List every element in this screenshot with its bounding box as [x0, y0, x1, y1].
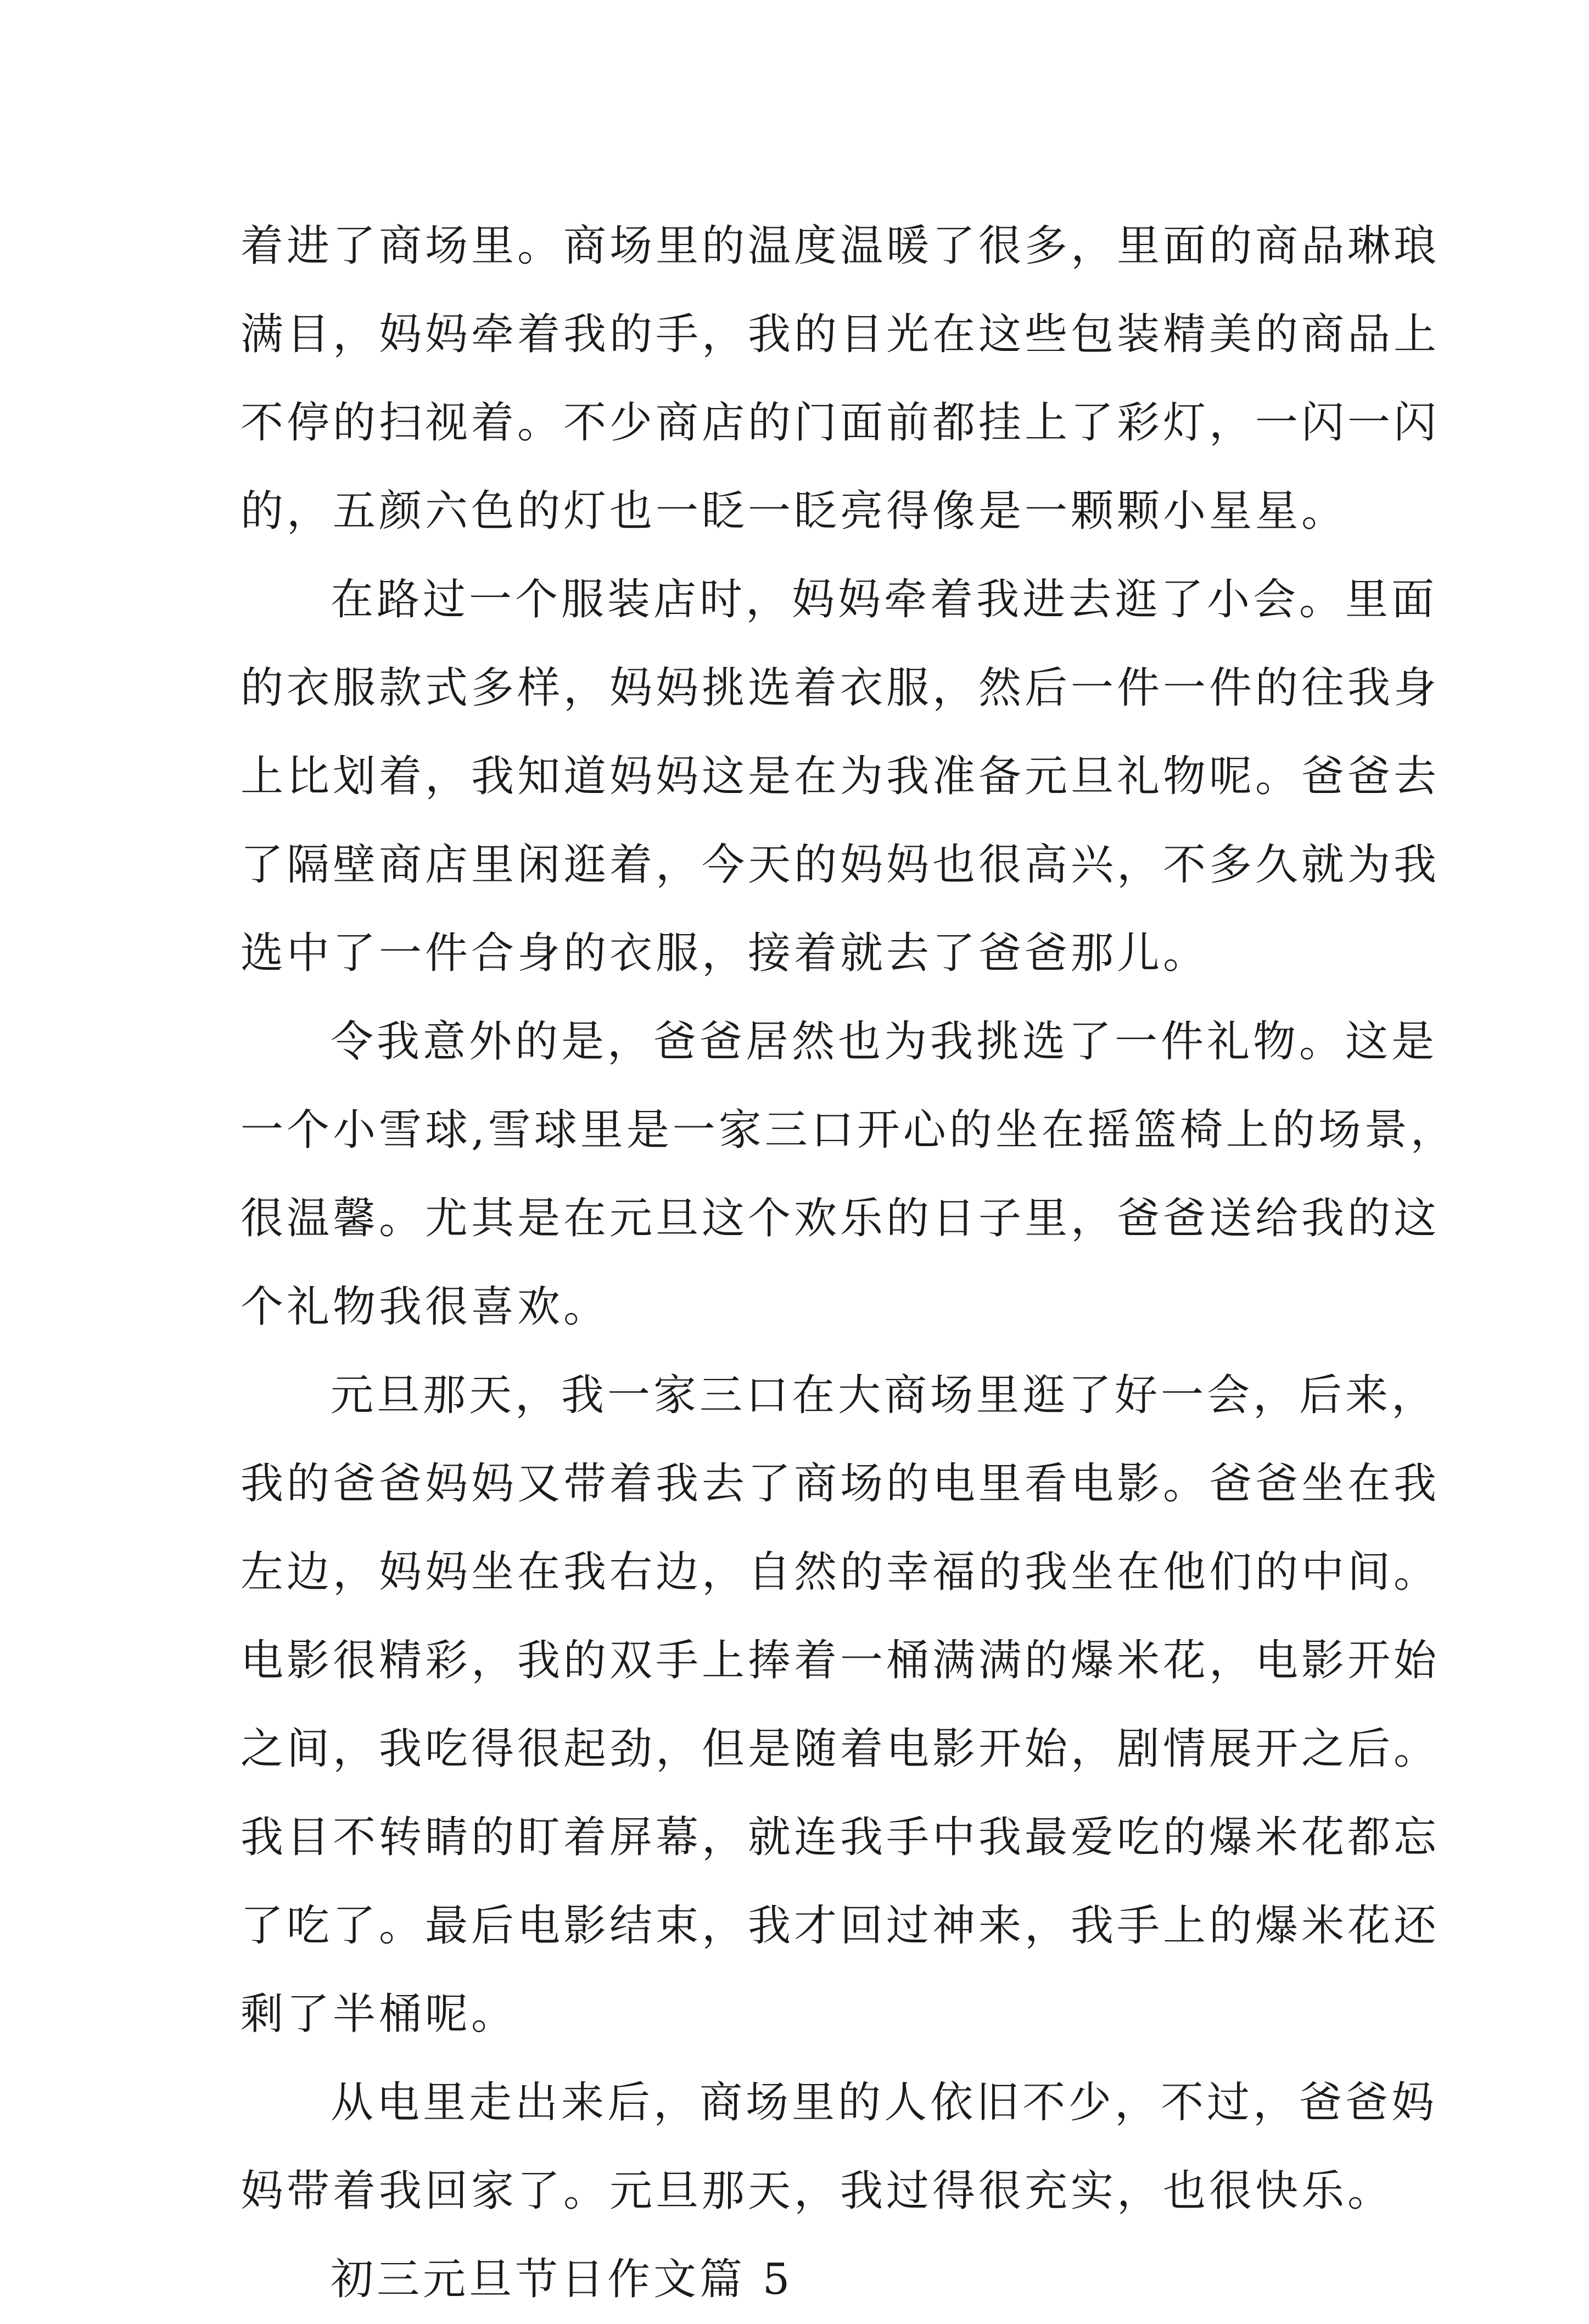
- paragraph-start-line: 元旦那天，我一家三口在大商场里逛了好一会，后来，: [331, 1371, 1438, 1420]
- paragraph-start-line: 令我意外的是，爸爸居然也为我挑选了一件礼物。这是: [331, 1017, 1438, 1066]
- text-line: 之间，我吃得很起劲，但是随着电影开始，剧情展开之后。: [240, 1724, 1440, 1774]
- text-line: 我的爸爸妈妈又带着我去了商场的电里看电影。爸爸坐在我: [240, 1459, 1440, 1509]
- text-line: 个礼物我很喜欢。: [240, 1282, 610, 1332]
- paragraph-start-line: 从电里走出来后，商场里的人依旧不少，不过，爸爸妈: [331, 2078, 1438, 2127]
- text-line: 很温馨。尤其是在元旦这个欢乐的日子里，爸爸送给我的这: [240, 1194, 1440, 1243]
- text-line: 了隔壁商店里闲逛着，今天的妈妈也很高兴，不多久就为我: [240, 840, 1440, 890]
- text-line: 一个小雪球,雪球里是一家三口开心的坐在摇篮椅上的场景，: [240, 1105, 1457, 1155]
- text-line: 选中了一件合身的衣服，接着就去了爸爸那儿。: [240, 929, 1210, 978]
- text-line: 左边，妈妈坐在我右边，自然的幸福的我坐在他们的中间。: [240, 1548, 1440, 1597]
- text-line: 了吃了。最后电影结束，我才回过神来，我手上的爆米花还: [240, 1901, 1440, 1951]
- text-line: 的，五颜六色的灯也一眨一眨亮得像是一颗颗小星星。: [240, 487, 1348, 536]
- text-line: 满目，妈妈牵着我的手，我的目光在这些包装精美的商品上: [240, 310, 1440, 359]
- text-line: 电影很精彩，我的双手上捧着一桶满满的爆米花，电影开始: [240, 1636, 1440, 1685]
- text-line: 妈带着我回家了。元旦那天，我过得很充实，也很快乐。: [240, 2166, 1394, 2216]
- paragraph-start-line: 在路过一个服装店时，妈妈牵着我进去逛了小会。里面: [331, 575, 1438, 624]
- text-line: 不停的扫视着。不少商店的门面前都挂上了彩灯，一闪一闪: [240, 398, 1440, 448]
- section-heading: 初三元旦节日作文篇 5: [331, 2255, 793, 2304]
- text-line: 着进了商场里。商场里的温度温暖了很多，里面的商品琳琅: [240, 221, 1440, 271]
- text-line: 我目不转睛的盯着屏幕，就连我手中我最爱吃的爆米花都忘: [240, 1813, 1440, 1862]
- text-line: 剩了半桶呢。: [240, 1990, 518, 2039]
- text-line: 上比划着，我知道妈妈这是在为我准备元旦礼物呢。爸爸去: [240, 752, 1440, 801]
- essay-body: [240, 202, 1457, 2324]
- text-line: 的衣服款式多样，妈妈挑选着衣服，然后一件一件的往我身: [240, 663, 1440, 713]
